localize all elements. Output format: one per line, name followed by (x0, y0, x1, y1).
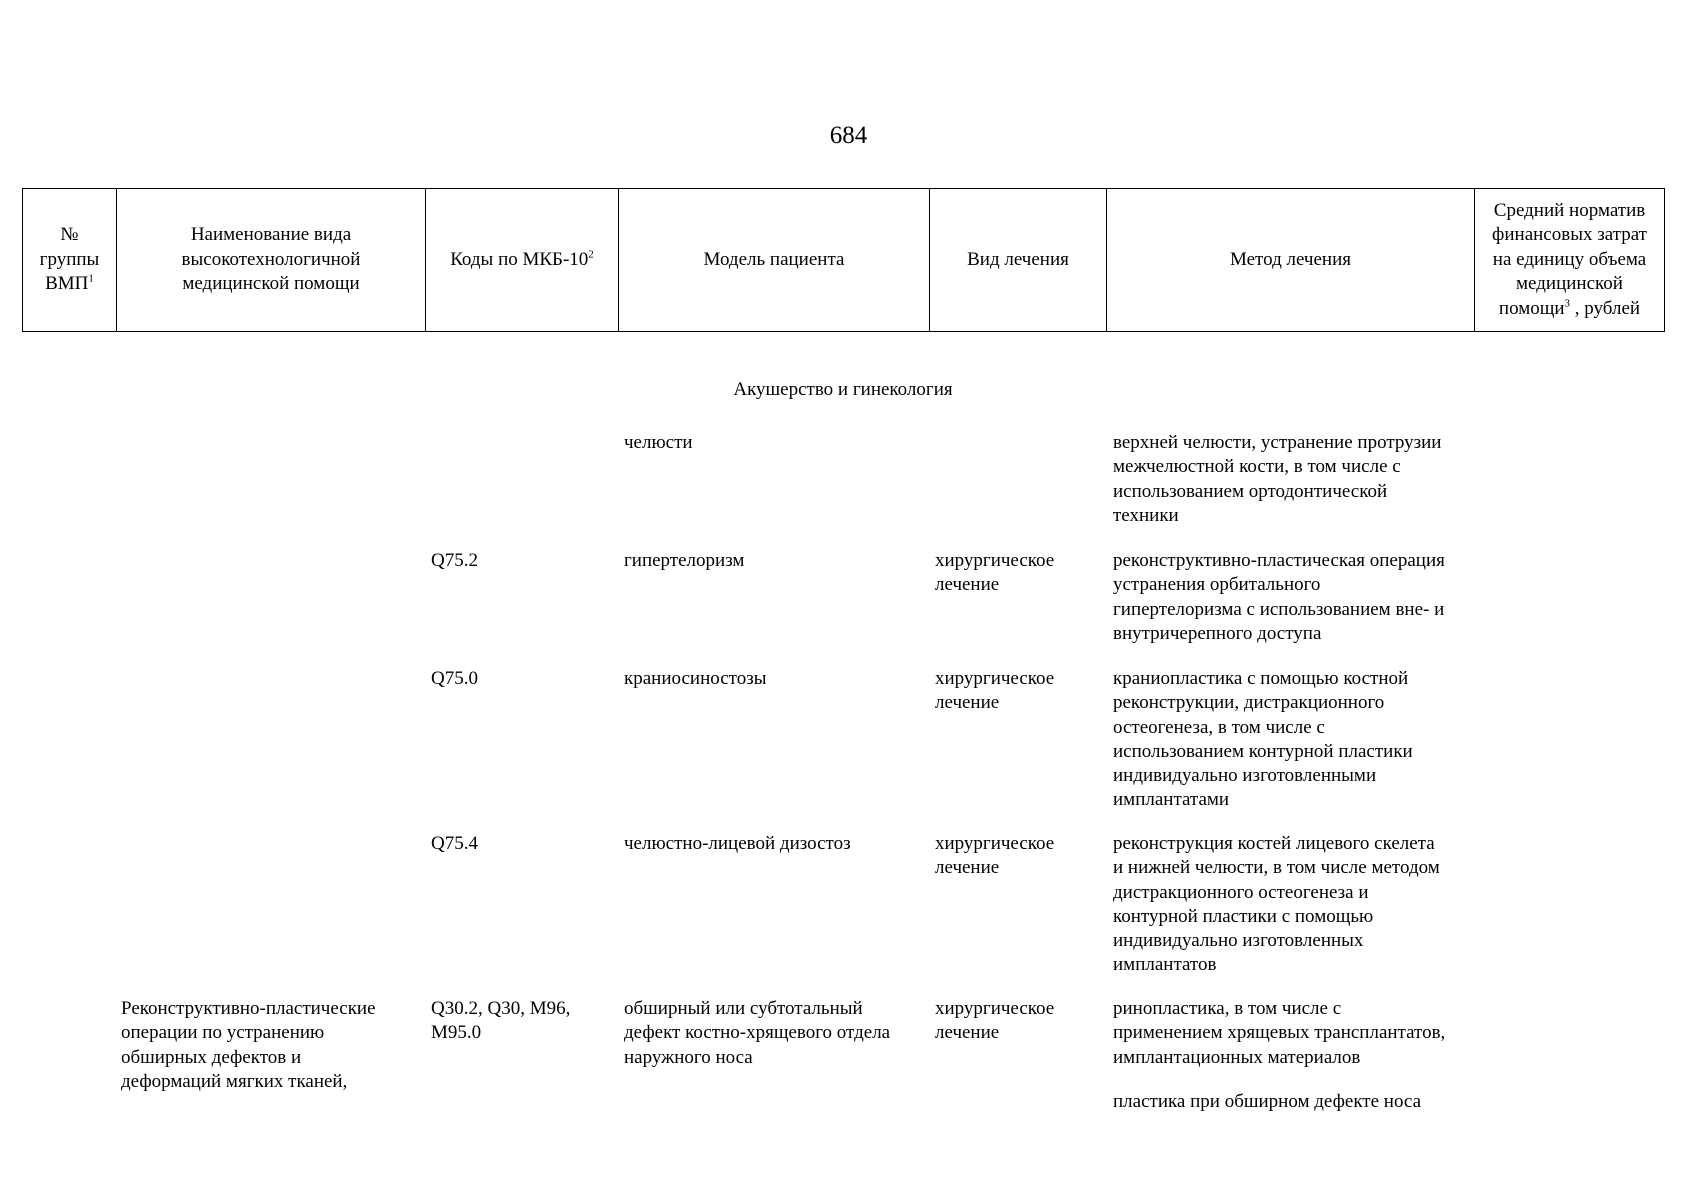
icd-code-cell: Q75.4 (431, 833, 478, 854)
section-title: Акушерство и гинекология (733, 379, 953, 400)
icd-code-cell: Q75.2 (431, 550, 478, 571)
header-patient-model: Модель пациента (619, 189, 930, 332)
treatment-method-cell: ринопластика, в том числе с применением хрящевых трансплантатов, имплантационных материалов (1113, 998, 1446, 1068)
treatment-method-cell: верхней челюсти, устранение протрузии межчелюстной кости, в том числе с использованием ортодонтической техники (1113, 432, 1442, 526)
patient-model-cell: челюстно-лицевой дизостоз (624, 833, 851, 854)
header-icd-codes: Коды по МКБ-$10^2$ (426, 189, 619, 332)
icd-code-cell: Q30.2, Q30, M96, M95.0 (431, 998, 571, 1044)
patient-model-cell: краниосиностозы (624, 668, 767, 689)
care-type-name-cell: Реконструктивно-пластические операции по устранению обширных дефектов и деформаций мягких тканей, (121, 998, 376, 1092)
treatment-type-cell: хирургическое лечение (935, 550, 1055, 596)
treatment-type-cell: хирургическое лечение (935, 833, 1055, 879)
treatment-method-cell: реконструкция костей лицевого скелета и нижней челюсти, в том числе методом дистракционного остеогенеза и контурной пластики с помощью индивидуально изготовленных имплантатов (1113, 833, 1440, 976)
treatment-method-cell: краниопластика с помощью костной реконструкции, дистракционного остеогенеза, в том числе с использованием контурной пластики индивидуально изготовленными имплантатами (1113, 668, 1413, 811)
treatment-type-cell: хирургическое лечение (935, 998, 1055, 1044)
treatment-method-cell: пластика при обширном дефекте носа (1113, 1091, 1422, 1112)
icd-code-cell: Q75.0 (431, 668, 478, 689)
treatment-method-cell: реконструктивно-пластическая операция устранения орбитального гипертелоризма с использованием вне- и внутричерепного доступа (1113, 550, 1445, 644)
header-row (23, 189, 1665, 332)
header-treatment-type: Вид лечения (930, 189, 1107, 332)
header-treatment-method: Метод лечения (1107, 189, 1475, 332)
patient-model-cell: гипертелоризм (624, 550, 745, 571)
table-header (22, 188, 1665, 332)
header-care-type-name: Наименование вида высокотехнологичной медицинской помощи (117, 189, 426, 332)
header-cost-standard: Средний норматив финансовых затрат на единицу объема медицинской помощи$^3$ , рублей (1475, 189, 1665, 332)
patient-model-cell: челюсти (624, 432, 693, 453)
page-number: 684 (829, 122, 868, 149)
treatment-type-cell: хирургическое лечение (935, 668, 1055, 714)
header-group-number: № группы ВМП$^1$ (23, 189, 117, 332)
patient-model-cell: обширный или субтотальный дефект костно-хрящевого отдела наружного носа (624, 998, 891, 1068)
